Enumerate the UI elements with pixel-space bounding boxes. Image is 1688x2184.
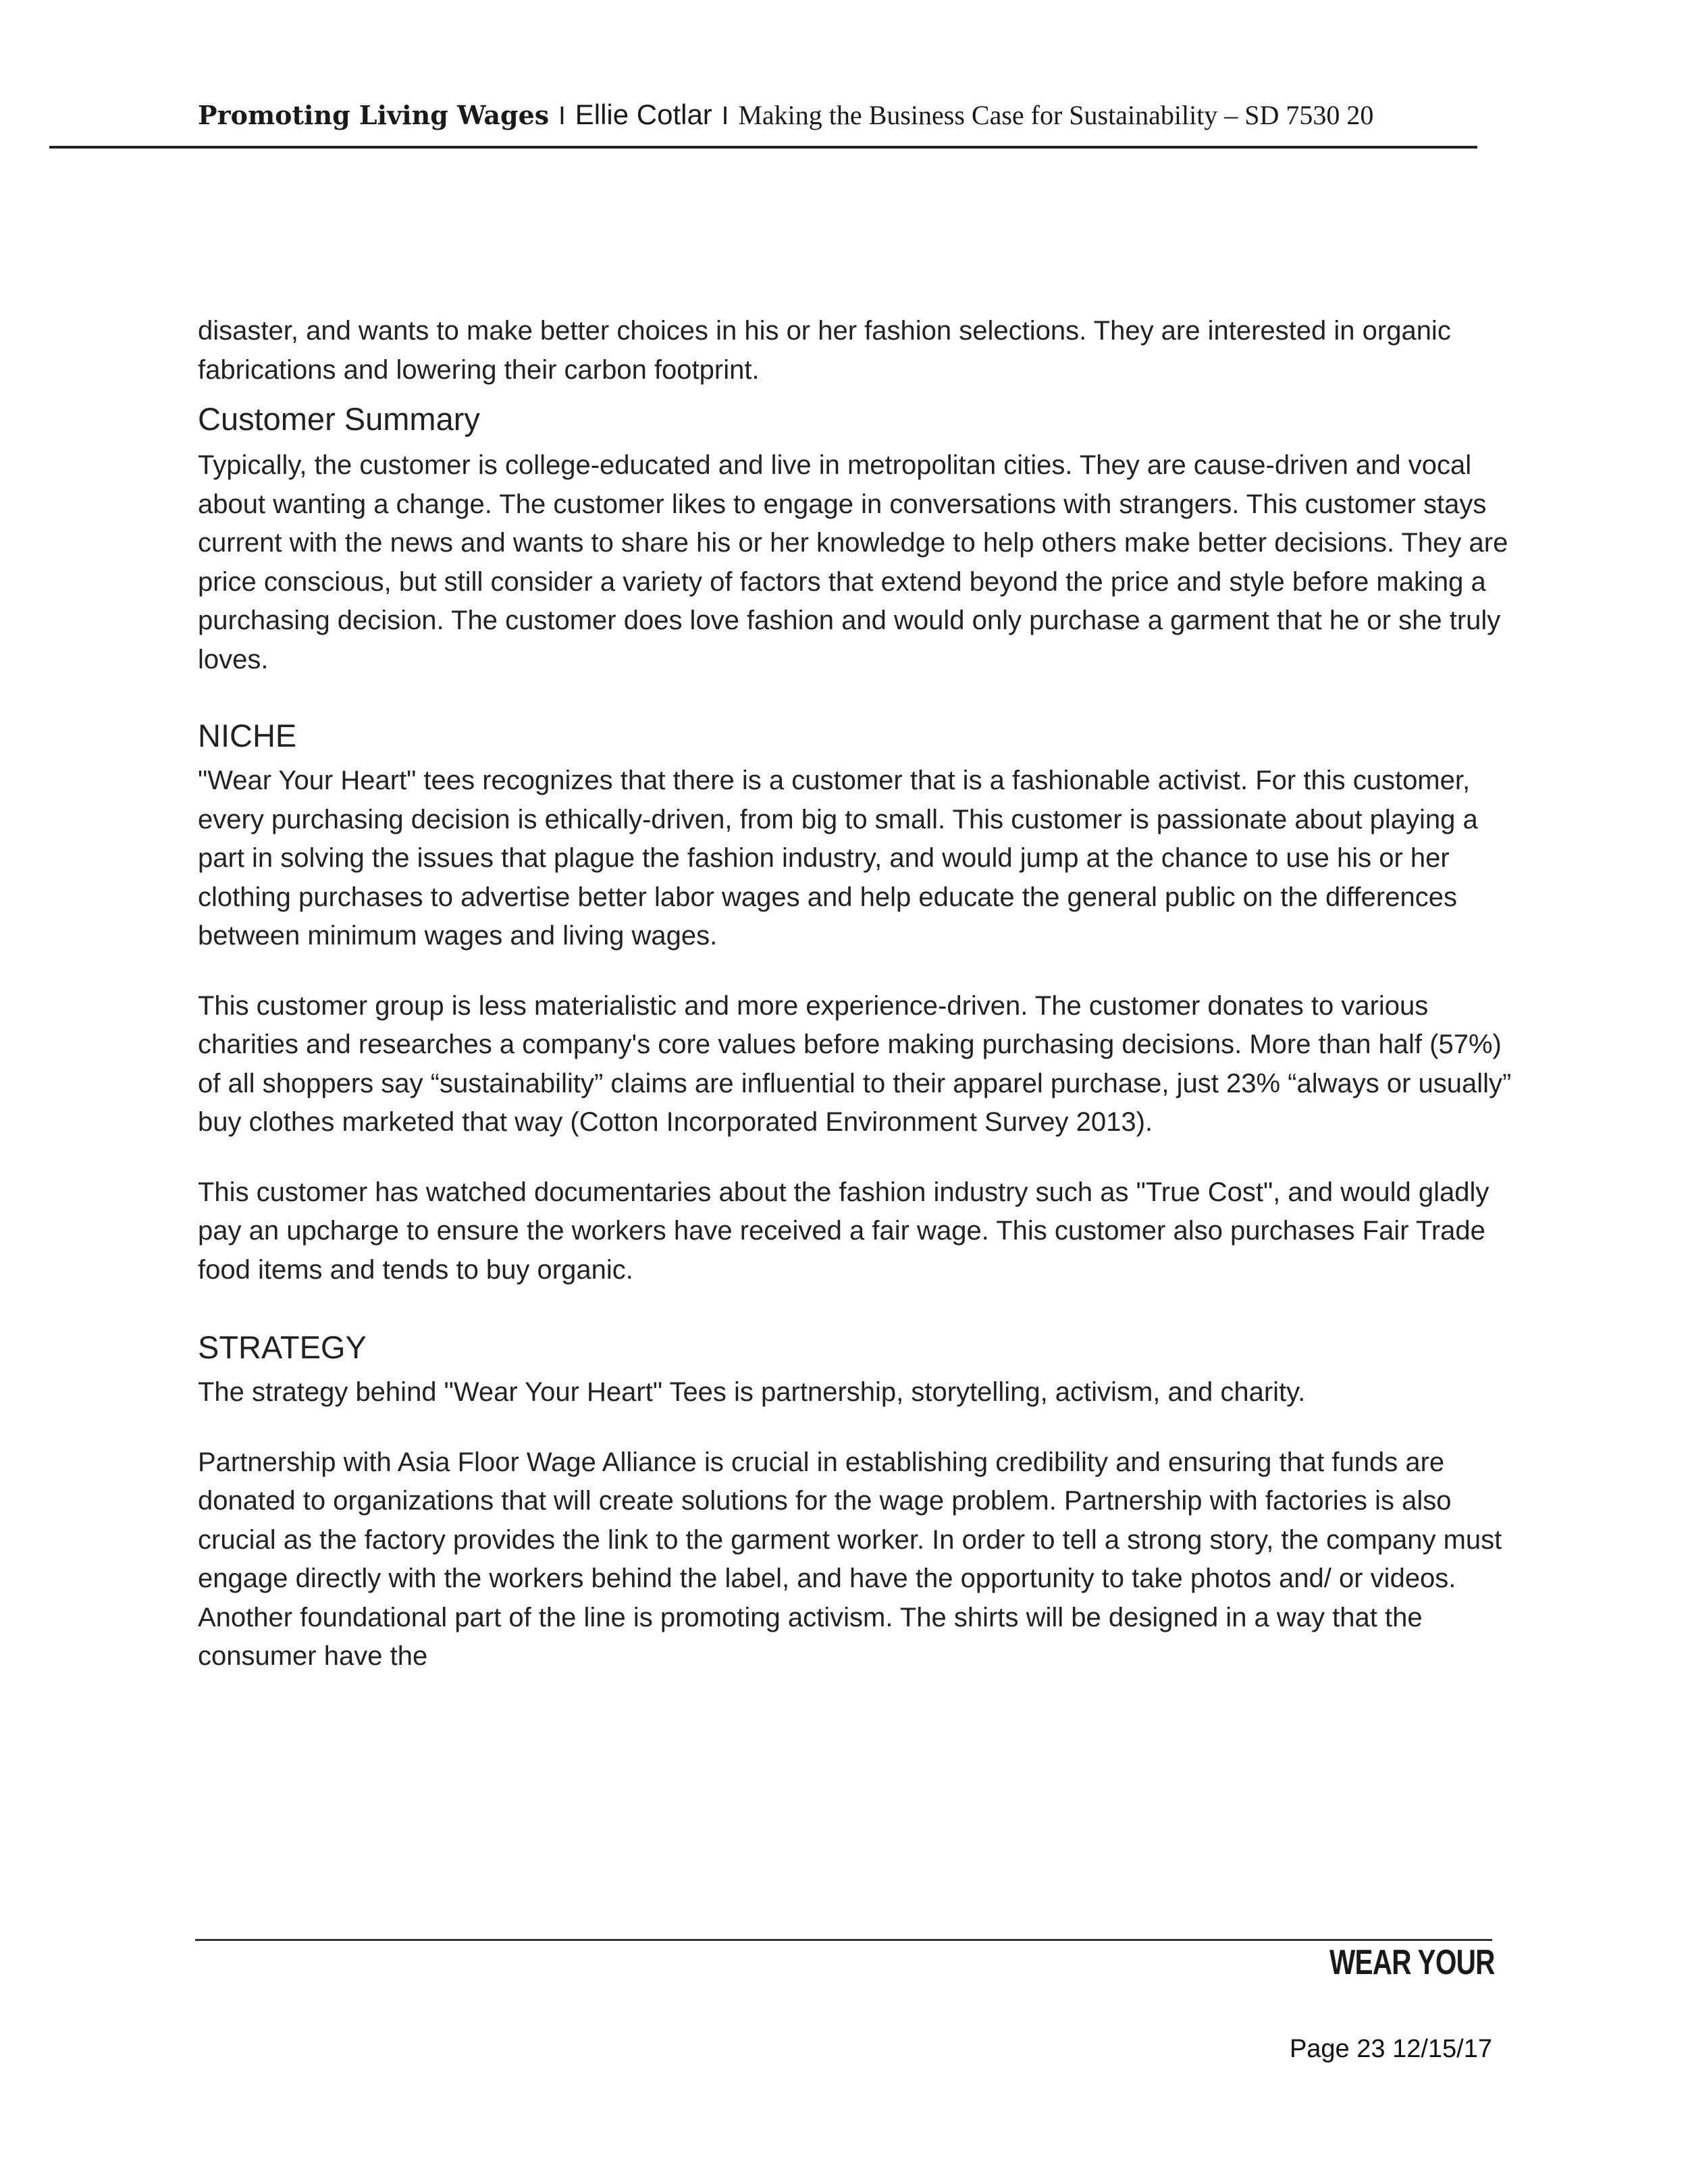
niche-paragraph: This customer group is less materialistic and more experience-driven. The customer donates to various charities and researches a company's core values before making purchasing decisions. More than half (57%) of all shoppers say “sustainability” claims are influential to their apparel purchase, just 23% “always or usually” buy clothes marketed that way (Cotton Incorporated Environment Survey 2013). — [198, 990, 1512, 1137]
customer-summary-heading: Customer Summary — [198, 401, 480, 437]
strategy-paragraph: Partnership with Asia Floor Wage Alliance is crucial in establishing credibility and ensuring that funds are donated to organizations that will create solutions for the wage problem. Partnership with factories is also crucial as the factory provides the link to the garment worker. In order to tell a strong story, the company must engage directly with the workers behind the label, and have the opportunity to take photos and/ or videos. Another foundational part of the line is promoting activism. The shirts will be designed in a way that the consumer have the — [198, 1447, 1502, 1671]
customer-summary-paragraph: Typically, the customer is college-educated and live in metropolitan cities. They are cause-driven and vocal about wanting a change. The customer likes to engage in conversations with strangers. This customer stays current with the news and wants to share his or her knowledge to help others make better decisions. They are price conscious, but still consider a variety of factors that extend beyond the price and style before making a purchasing decision. The customer does love fashion and would only purchase a garment that he or she truly loves. — [198, 450, 1508, 674]
header-separator: I — [721, 102, 729, 130]
niche-section — [198, 716, 1514, 1289]
brand-logo — [1295, 1939, 1498, 1986]
page-body — [198, 312, 1514, 1676]
document-title: Promoting Living Wages — [198, 100, 550, 130]
author-name: Ellie Cotlar — [575, 99, 712, 130]
strategy-heading: STRATEGY — [198, 1329, 367, 1365]
strategy-section — [198, 1327, 1514, 1676]
header-separator: I — [558, 102, 566, 130]
course-name: Making the Business Case for Sustainability – SD 7530 20 — [738, 100, 1374, 130]
niche-paragraph: This customer has watched documentaries about the fashion industry such as "True Cost", and would gladly pay an upcharge to ensure the workers have received a fair wage. This customer also purchases Fair Trade food items and tends to buy organic. — [198, 1177, 1489, 1285]
header-divider — [49, 146, 1477, 149]
intro-paragraph: disaster, and wants to make better choices in his or her fashion selections. They are interested in organic fabrications and lowering their carbon footprint. — [198, 316, 1451, 385]
strategy-paragraph: The strategy behind "Wear Your Heart" Tees is partnership, storytelling, activism, and charity. — [198, 1377, 1306, 1407]
niche-paragraph: "Wear Your Heart" tees recognizes that there is a customer that is a fashionable activist. For this customer, every purchasing decision is ethically-driven, from big to small. This customer is passionate about playing a part in solving the issues that plague the fashion industry, and would jump at the chance to use his or her clothing purchases to advertise better labor wages and help educate the general public on the differences between minimum wages and living wages. — [198, 766, 1478, 951]
customer-summary-section — [198, 399, 1514, 679]
niche-heading: NICHE — [198, 718, 297, 753]
brand-wordmark: WEAR YOUR — [1329, 1943, 1495, 1982]
running-header — [198, 99, 1481, 139]
page-number-date: Page 23 12/15/17 — [1289, 2035, 1492, 2063]
